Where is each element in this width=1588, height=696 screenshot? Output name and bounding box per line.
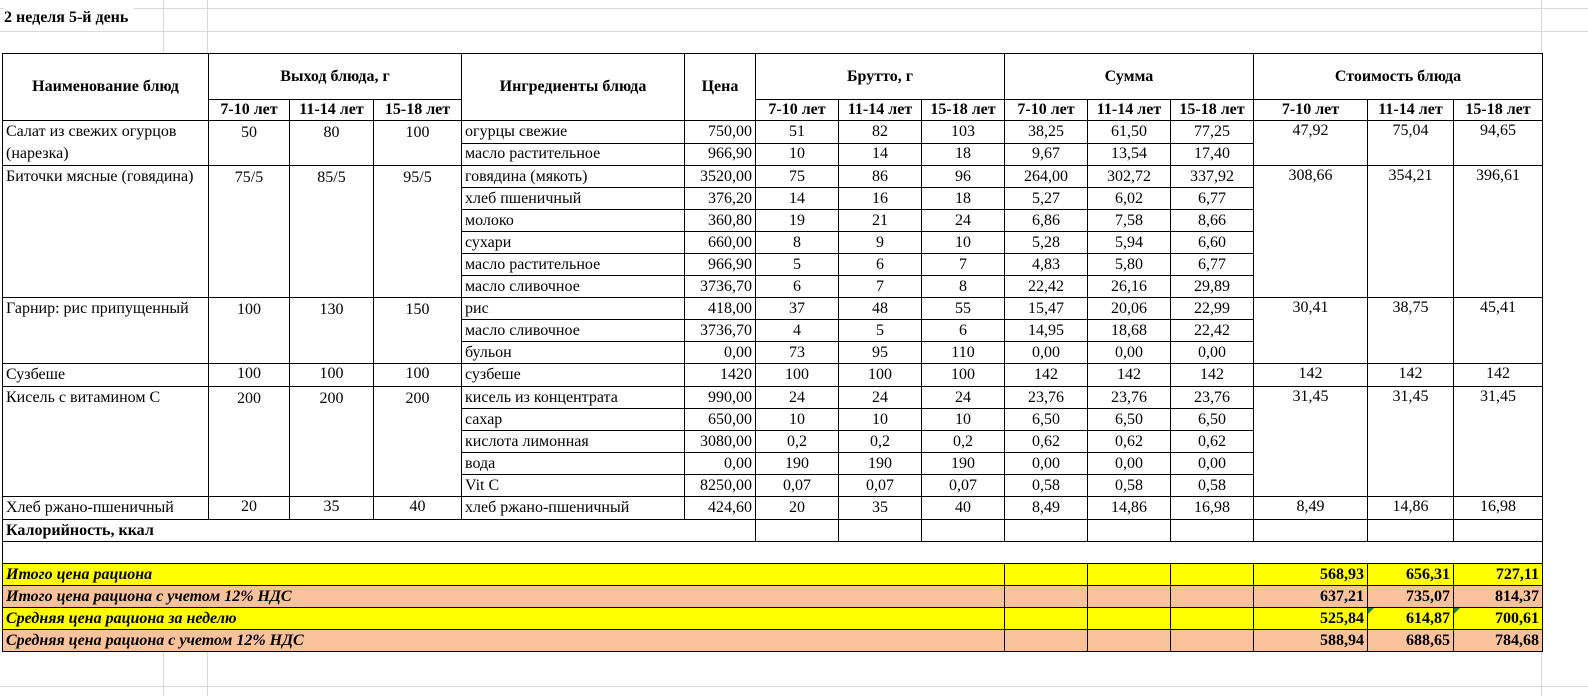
ingredient-brutto: 40 — [922, 497, 1005, 520]
ingredient-name: масло сливочное — [462, 276, 685, 298]
dish-cost: 31,45 — [1368, 387, 1454, 497]
ingredient-sum: 14,86 — [1088, 497, 1171, 520]
ingredient-price: 966,90 — [685, 143, 756, 166]
ingredient-sum: 8,66 — [1171, 210, 1254, 232]
ingredient-price: 376,20 — [685, 188, 756, 210]
summary-label: Итого цена рациона с учетом 12% НДС — [3, 586, 1005, 608]
ingredient-brutto: 0,2 — [922, 431, 1005, 453]
age-header-sum-1: 11-14 лет — [1088, 100, 1171, 121]
summary-value: 588,94 — [1254, 630, 1368, 652]
ingredient-name: рис — [462, 298, 685, 320]
ingredient-sum: 77,25 — [1171, 121, 1254, 144]
summary-value: 688,65 — [1368, 630, 1454, 652]
ingredient-brutto: 7 — [839, 276, 922, 298]
calories-cell — [1368, 520, 1454, 542]
ingredient-brutto: 48 — [839, 298, 922, 320]
ingredient-sum: 16,98 — [1171, 497, 1254, 520]
dish-cost: 31,45 — [1454, 387, 1543, 497]
ingredient-sum: 0,00 — [1171, 453, 1254, 475]
ingredient-sum: 7,58 — [1088, 210, 1171, 232]
dish-cost: 45,41 — [1454, 298, 1543, 364]
ingredient-name: масло растительное — [462, 254, 685, 276]
ingredient-brutto: 4 — [756, 320, 839, 342]
header-output: Выход блюда, г — [209, 54, 462, 100]
header-cost: Стоимость блюда — [1254, 54, 1543, 100]
dish-cost: 30,41 — [1254, 298, 1368, 364]
summary-empty — [1088, 630, 1171, 652]
ingredient-brutto: 16 — [839, 188, 922, 210]
ingredient-brutto: 10 — [756, 409, 839, 431]
ingredient-name: вода — [462, 453, 685, 475]
dish-cost: 354,21 — [1368, 166, 1454, 298]
ingredient-sum: 5,28 — [1005, 232, 1088, 254]
ingredient-brutto: 5 — [756, 254, 839, 276]
ingredient-brutto: 7 — [922, 254, 1005, 276]
ingredient-name: молоко — [462, 210, 685, 232]
ingredient-price: 660,00 — [685, 232, 756, 254]
ingredient-name: Vit C — [462, 475, 685, 497]
ingredient-sum: 22,42 — [1005, 276, 1088, 298]
ingredient-brutto: 10 — [839, 409, 922, 431]
ingredient-sum: 264,00 — [1005, 166, 1088, 188]
calories-cell — [922, 520, 1005, 542]
ingredient-brutto: 86 — [839, 166, 922, 188]
age-header-output-2: 15-18 лет — [374, 100, 462, 121]
ingredient-sum: 0,00 — [1005, 453, 1088, 475]
ingredient-price: 750,00 — [685, 121, 756, 144]
ingredient-sum: 0,00 — [1171, 342, 1254, 364]
ingredient-name: хлеб пшеничный — [462, 188, 685, 210]
ingredient-price: 360,80 — [685, 210, 756, 232]
summary-empty — [1005, 564, 1088, 586]
dish-cost: 47,92 — [1254, 121, 1368, 166]
dish-cost: 396,61 — [1454, 166, 1543, 298]
ingredient-brutto: 100 — [839, 364, 922, 387]
ingredient-name: сухари — [462, 232, 685, 254]
ingredient-brutto: 75 — [756, 166, 839, 188]
age-header-sum-2: 15-18 лет — [1171, 100, 1254, 121]
summary-value: 568,93 — [1254, 564, 1368, 586]
ingredient-sum: 0,62 — [1005, 431, 1088, 453]
ingredient-brutto: 21 — [839, 210, 922, 232]
ingredient-sum: 61,50 — [1088, 121, 1171, 144]
summary-row — [3, 630, 1543, 652]
ingredient-sum: 0,62 — [1088, 431, 1171, 453]
ingredient-sum: 9,67 — [1005, 143, 1088, 166]
summary-row — [3, 608, 1543, 630]
ingredient-brutto: 14 — [756, 188, 839, 210]
summary-label: Средняя цена рациона за неделю — [3, 608, 1005, 630]
ingredient-brutto: 10 — [756, 143, 839, 166]
ingredient-sum: 0,58 — [1088, 475, 1171, 497]
ingredient-sum: 38,25 — [1005, 121, 1088, 144]
ingredient-sum: 0,00 — [1088, 453, 1171, 475]
summary-empty — [1171, 586, 1254, 608]
ingredient-sum: 142 — [1005, 364, 1088, 387]
dish-output: 100 — [374, 364, 462, 387]
ingredient-brutto: 110 — [922, 342, 1005, 364]
ingredient-brutto: 5 — [839, 320, 922, 342]
summary-value: 614,87 — [1368, 608, 1454, 630]
summary-empty — [1005, 630, 1088, 652]
ingredient-name: сахар — [462, 409, 685, 431]
ingredient-brutto: 24 — [839, 387, 922, 409]
summary-empty — [1005, 586, 1088, 608]
dish-cost: 142 — [1454, 364, 1543, 387]
ingredient-sum: 13,54 — [1088, 143, 1171, 166]
ingredient-sum: 6,77 — [1171, 254, 1254, 276]
ingredient-name: масло растительное — [462, 143, 685, 166]
ingredient-brutto: 95 — [839, 342, 922, 364]
summary-empty — [1171, 608, 1254, 630]
header-dish-name: Наименование блюд — [3, 54, 209, 121]
age-header-brutto-0: 7-10 лет — [756, 100, 839, 121]
summary-value: 525,84 — [1254, 608, 1368, 630]
dish-output: 200 — [374, 387, 462, 497]
ingredient-brutto: 19 — [756, 210, 839, 232]
ingredient-brutto: 0,07 — [839, 475, 922, 497]
ingredient-brutto: 55 — [922, 298, 1005, 320]
dish-cost: 75,04 — [1368, 121, 1454, 166]
dish-name: Кисель с витамином С — [3, 387, 209, 497]
age-header-brutto-1: 11-14 лет — [839, 100, 922, 121]
dish-output: 20 — [209, 497, 290, 520]
table-row — [3, 166, 1543, 188]
summary-row — [3, 586, 1543, 608]
ingredient-brutto: 9 — [839, 232, 922, 254]
ingredient-brutto: 6 — [839, 254, 922, 276]
age-header-cost-2: 15-18 лет — [1454, 100, 1543, 121]
ingredient-brutto: 100 — [756, 364, 839, 387]
table-row — [3, 497, 1543, 520]
ingredient-sum: 26,16 — [1088, 276, 1171, 298]
ingredient-sum: 0,58 — [1005, 475, 1088, 497]
ingredient-brutto: 190 — [756, 453, 839, 475]
ingredient-brutto: 10 — [922, 232, 1005, 254]
dish-cost: 308,66 — [1254, 166, 1368, 298]
summary-empty — [1088, 608, 1171, 630]
dish-name: Хлеб ржано-пшеничный — [3, 497, 209, 520]
ingredient-name: хлеб ржано-пшеничный — [462, 497, 685, 520]
ingredient-name: сузбеше — [462, 364, 685, 387]
ingredient-brutto: 6 — [756, 276, 839, 298]
dish-name: Салат из свежих огурцов (нарезка) — [3, 121, 209, 166]
calories-cell — [1171, 520, 1254, 542]
ingredient-sum: 302,72 — [1088, 166, 1171, 188]
dish-cost: 31,45 — [1254, 387, 1368, 497]
ingredient-price: 8250,00 — [685, 475, 756, 497]
ingredient-price: 990,00 — [685, 387, 756, 409]
dish-output: 75/5 — [209, 166, 290, 298]
table-body — [3, 121, 1543, 652]
summary-empty — [1005, 608, 1088, 630]
dish-cost: 38,75 — [1368, 298, 1454, 364]
ingredient-brutto: 82 — [839, 121, 922, 144]
summary-value: 784,68 — [1454, 630, 1543, 652]
ingredient-brutto: 73 — [756, 342, 839, 364]
ingredient-price: 3736,70 — [685, 320, 756, 342]
table-row — [3, 387, 1543, 409]
ingredient-sum: 14,95 — [1005, 320, 1088, 342]
ingredient-brutto: 10 — [922, 409, 1005, 431]
ingredient-price: 3080,00 — [685, 431, 756, 453]
ingredient-brutto: 18 — [922, 188, 1005, 210]
menu-table — [2, 53, 1543, 652]
ingredient-price: 1420 — [685, 364, 756, 387]
calories-cell — [1254, 520, 1368, 542]
ingredient-sum: 6,86 — [1005, 210, 1088, 232]
summary-value: 727,11 — [1454, 564, 1543, 586]
ingredient-price: 3520,00 — [685, 166, 756, 188]
ingredient-name: огурцы свежие — [462, 121, 685, 144]
dish-cost: 142 — [1254, 364, 1368, 387]
dish-cost: 8,49 — [1254, 497, 1368, 520]
dish-cost: 14,86 — [1368, 497, 1454, 520]
ingredient-sum: 18,68 — [1088, 320, 1171, 342]
dish-output: 100 — [374, 121, 462, 166]
dish-output: 200 — [290, 387, 374, 497]
summary-value: 656,31 — [1368, 564, 1454, 586]
calories-cell — [839, 520, 922, 542]
ingredient-sum: 6,02 — [1088, 188, 1171, 210]
ingredient-brutto: 8 — [756, 232, 839, 254]
calories-cell — [1088, 520, 1171, 542]
ingredient-sum: 6,77 — [1171, 188, 1254, 210]
spacer-cell — [3, 542, 1543, 564]
ingredient-sum: 142 — [1088, 364, 1171, 387]
ingredient-sum: 22,99 — [1171, 298, 1254, 320]
ingredient-price: 650,00 — [685, 409, 756, 431]
age-header-output-1: 11-14 лет — [290, 100, 374, 121]
calories-cell — [756, 520, 839, 542]
age-header-cost-0: 7-10 лет — [1254, 100, 1368, 121]
ingredient-sum: 0,62 — [1171, 431, 1254, 453]
dish-cost: 142 — [1368, 364, 1454, 387]
ingredient-brutto: 0,07 — [922, 475, 1005, 497]
ingredient-name: кислота лимонная — [462, 431, 685, 453]
dish-output: 85/5 — [290, 166, 374, 298]
header-price: Цена — [685, 54, 756, 121]
ingredient-brutto: 18 — [922, 143, 1005, 166]
ingredient-brutto: 35 — [839, 497, 922, 520]
header-brutto: Брутто, г — [756, 54, 1005, 100]
ingredient-brutto: 6 — [922, 320, 1005, 342]
dish-output: 80 — [290, 121, 374, 166]
ingredient-brutto: 103 — [922, 121, 1005, 144]
table-row — [3, 364, 1543, 387]
age-header-sum-0: 7-10 лет — [1005, 100, 1088, 121]
ingredient-brutto: 0,2 — [756, 431, 839, 453]
ingredient-sum: 22,42 — [1171, 320, 1254, 342]
summary-label: Итого цена рациона — [3, 564, 1005, 586]
table-header — [3, 54, 1543, 121]
ingredient-sum: 6,50 — [1005, 409, 1088, 431]
summary-label: Средняя цена рациона с учетом 12% НДС — [3, 630, 1005, 652]
table-row — [3, 298, 1543, 320]
dish-name: Биточки мясные (говядина) — [3, 166, 209, 298]
ingredient-sum: 23,76 — [1171, 387, 1254, 409]
dish-name: Сузбеше — [3, 364, 209, 387]
ingredient-sum: 337,92 — [1171, 166, 1254, 188]
ingredient-brutto: 190 — [839, 453, 922, 475]
ingredient-sum: 142 — [1171, 364, 1254, 387]
calories-label: Калорийность, ккал — [3, 520, 756, 542]
ingredient-sum: 29,89 — [1171, 276, 1254, 298]
summary-empty — [1171, 564, 1254, 586]
ingredient-brutto: 8 — [922, 276, 1005, 298]
ingredient-sum: 0,00 — [1005, 342, 1088, 364]
ingredient-sum: 23,76 — [1088, 387, 1171, 409]
calories-cell — [1454, 520, 1543, 542]
spacer-row — [3, 542, 1543, 564]
ingredient-sum: 6,50 — [1088, 409, 1171, 431]
ingredient-brutto: 24 — [922, 387, 1005, 409]
table-row — [3, 121, 1543, 144]
ingredient-sum: 0,58 — [1171, 475, 1254, 497]
ingredient-sum: 5,94 — [1088, 232, 1171, 254]
ingredient-sum: 6,50 — [1171, 409, 1254, 431]
ingredient-price: 424,60 — [685, 497, 756, 520]
dish-name: Гарнир: рис припущенный — [3, 298, 209, 364]
ingredient-name: масло сливочное — [462, 320, 685, 342]
summary-row — [3, 564, 1543, 586]
ingredient-sum: 20,06 — [1088, 298, 1171, 320]
ingredient-sum: 15,47 — [1005, 298, 1088, 320]
ingredient-brutto: 37 — [756, 298, 839, 320]
ingredient-brutto: 14 — [839, 143, 922, 166]
ingredient-brutto: 96 — [922, 166, 1005, 188]
ingredient-brutto: 51 — [756, 121, 839, 144]
dish-output: 100 — [209, 298, 290, 364]
ingredient-sum: 0,00 — [1088, 342, 1171, 364]
sheet-title: 2 неделя 5-й день — [4, 8, 134, 28]
ingredient-price: 0,00 — [685, 453, 756, 475]
age-header-row — [3, 100, 1543, 121]
calories-row — [3, 520, 1543, 542]
dish-output: 40 — [374, 497, 462, 520]
summary-value: 735,07 — [1368, 586, 1454, 608]
ingredient-price: 0,00 — [685, 342, 756, 364]
summary-empty — [1171, 630, 1254, 652]
dish-cost: 16,98 — [1454, 497, 1543, 520]
ingredient-price: 418,00 — [685, 298, 756, 320]
ingredient-brutto: 20 — [756, 497, 839, 520]
summary-empty — [1088, 586, 1171, 608]
calories-cell — [1005, 520, 1088, 542]
age-header-output-0: 7-10 лет — [209, 100, 290, 121]
dish-output: 130 — [290, 298, 374, 364]
ingredient-name: бульон — [462, 342, 685, 364]
ingredient-brutto: 190 — [922, 453, 1005, 475]
ingredient-sum: 17,40 — [1171, 143, 1254, 166]
header-ingredients: Ингредиенты блюда — [462, 54, 685, 121]
ingredient-brutto: 24 — [922, 210, 1005, 232]
ingredient-brutto: 0,2 — [839, 431, 922, 453]
ingredient-sum: 6,60 — [1171, 232, 1254, 254]
dish-output: 150 — [374, 298, 462, 364]
dish-output: 100 — [209, 364, 290, 387]
dish-output: 100 — [290, 364, 374, 387]
ingredient-brutto: 100 — [922, 364, 1005, 387]
dish-output: 95/5 — [374, 166, 462, 298]
header-sum: Сумма — [1005, 54, 1254, 100]
ingredient-sum: 8,49 — [1005, 497, 1088, 520]
dish-output: 35 — [290, 497, 374, 520]
ingredient-price: 3736,70 — [685, 276, 756, 298]
ingredient-price: 966,90 — [685, 254, 756, 276]
ingredient-brutto: 0,07 — [756, 475, 839, 497]
summary-value: 637,21 — [1254, 586, 1368, 608]
ingredient-brutto: 24 — [756, 387, 839, 409]
age-header-brutto-2: 15-18 лет — [922, 100, 1005, 121]
dish-output: 50 — [209, 121, 290, 166]
ingredient-sum: 4,83 — [1005, 254, 1088, 276]
ingredient-sum: 5,80 — [1088, 254, 1171, 276]
ingredient-sum: 23,76 — [1005, 387, 1088, 409]
summary-value: 700,61 — [1454, 608, 1543, 630]
summary-value: 814,37 — [1454, 586, 1543, 608]
summary-empty — [1088, 564, 1171, 586]
dish-output: 200 — [209, 387, 290, 497]
ingredient-name: говядина (мякоть) — [462, 166, 685, 188]
ingredient-sum: 5,27 — [1005, 188, 1088, 210]
ingredient-name: кисель из концентрата — [462, 387, 685, 409]
dish-cost: 94,65 — [1454, 121, 1543, 166]
age-header-cost-1: 11-14 лет — [1368, 100, 1454, 121]
